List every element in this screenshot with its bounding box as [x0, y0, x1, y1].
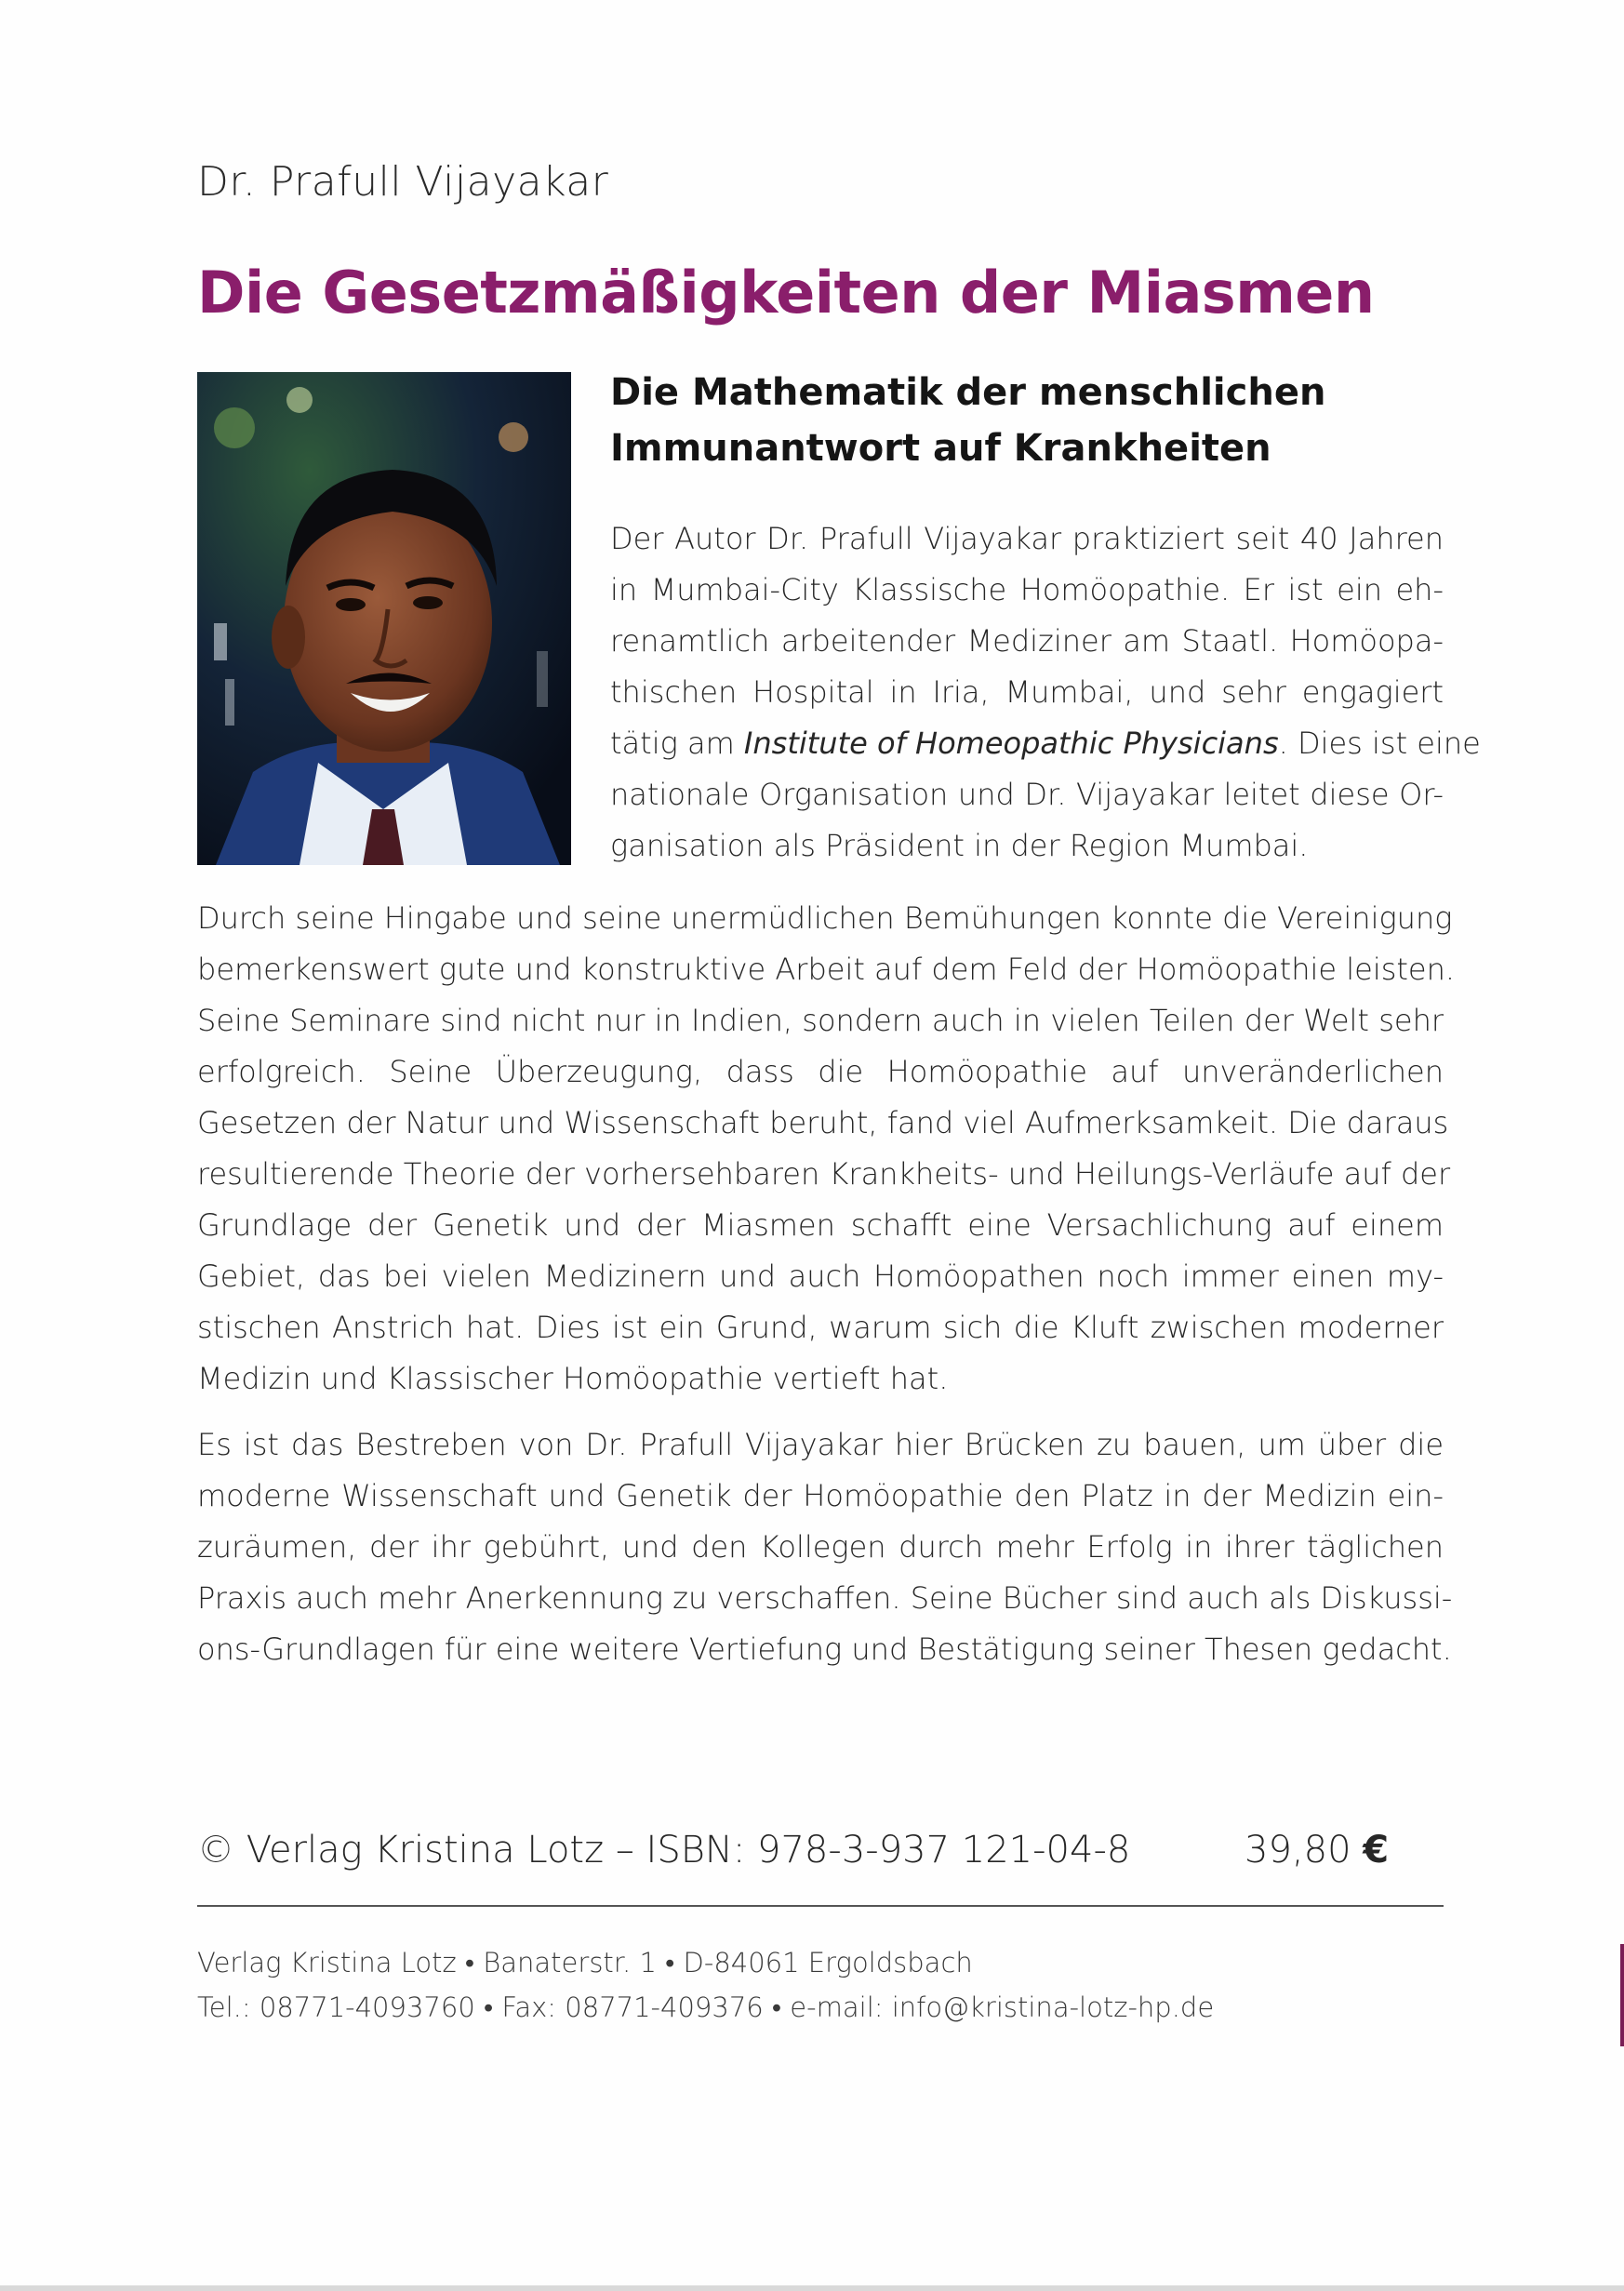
subtitle-line: Die Mathematik der menschlichen [610, 371, 1326, 414]
paragraph-contributions [197, 893, 1456, 1405]
paragraph-line: Gesetzen der Natur und Wissenschaft beruht, fand viel Aufmerksamkeit. Die daraus [197, 1105, 1449, 1140]
paragraph-line: Es ist das Bestreben von Dr. Prafull Vijayakar hier Brücken zu bauen, um über die [197, 1427, 1444, 1462]
author-name: Dr. Prafull Vijayakar [197, 158, 609, 206]
price [1245, 1829, 1389, 1871]
bio-line-text: . Dies ist eine [1278, 726, 1481, 761]
author-bio [610, 513, 1481, 872]
paragraph-line: zuräumen, der ihr gebührt, und den Kollegen durch mehr Erfolg in ihrer täglichen [197, 1529, 1444, 1565]
scan-edge-mark [1620, 1944, 1624, 2046]
book-subtitle [610, 365, 1447, 476]
paragraph-line: bemerkenswert gute und konstruktive Arbeit auf dem Feld der Homöopathie leisten. [197, 952, 1456, 987]
publisher-isbn: © Verlag Kristina Lotz – ISBN: 978-3-937 121-04-8 [197, 1829, 1131, 1871]
paragraph-line: stischen Anstrich hat. Dies ist ein Grund, warum sich die Kluft zwischen moderner [197, 1310, 1444, 1345]
paragraph-line: erfolgreich. Seine Überzeugung, dass die Homöopathie auf unveränderlichen [197, 1054, 1444, 1089]
scan-edge-bottom [0, 2285, 1624, 2291]
bio-line: nationale Organisation und Dr. Vijayakar leitet diese Or- [610, 777, 1444, 812]
bio-line: Der Autor Dr. Prafull Vijayakar praktiziert seit 40 Jahren [610, 521, 1444, 556]
paragraph-goals [197, 1419, 1453, 1675]
author-photo [197, 372, 571, 865]
paragraph-line: Grundlage der Genetik und der Miasmen schafft eine Versachlichung auf einem [197, 1207, 1444, 1243]
paragraph-line: Gebiet, das bei vielen Medizinern und auch Homöopathen noch immer einen my- [197, 1259, 1444, 1294]
paragraph-line: Medizin und Klassischer Homöopathie vertieft hat. [197, 1361, 949, 1396]
price-amount: 39,80 [1245, 1829, 1351, 1871]
euro-symbol: € [1363, 1829, 1390, 1871]
paragraph-line: resultierende Theorie der vorhersehbaren Krankheits- und Heilungs-Verläufe auf der [197, 1156, 1451, 1192]
paragraph-line: Seine Seminare sind nicht nur in Indien, sondern auch in vielen Teilen der Welt sehr [197, 1003, 1444, 1038]
address-line: Tel.: 08771-4093760 • Fax: 08771-409376 • e-mail: info@kristina-lotz-hp.de [197, 1991, 1215, 2023]
bio-line: thischen Hospital in Iria, Mumbai, und sehr engagiert [610, 674, 1444, 710]
paragraph-line: Praxis auch mehr Anerkennung zu verschaffen. Seine Bücher sind auch als Diskussi- [197, 1580, 1453, 1616]
book-title: Die Gesetzmäßigkeiten der Miasmen [197, 259, 1375, 326]
address-line: Verlag Kristina Lotz • Banaterstr. 1 • D-84061 Ergoldsbach [197, 1947, 973, 1978]
paragraph-line: ons-Grundlagen für eine weitere Vertiefung und Bestätigung seiner Thesen gedacht. [197, 1632, 1452, 1667]
paragraph-line: moderne Wissenschaft und Genetik der Homöopathie den Platz in der Medizin ein- [197, 1478, 1444, 1513]
divider [197, 1905, 1444, 1907]
bio-line [610, 718, 1481, 769]
bio-line-text: tätig am [610, 726, 744, 761]
bio-line: renamtlich arbeitender Mediziner am Staatl. Homöopa- [610, 623, 1444, 659]
subtitle-line: Immunantwort auf Krankheiten [610, 427, 1271, 470]
institute-name: Institute of Homeopathic Physicians [743, 726, 1279, 761]
paragraph-line: Durch seine Hingabe und seine unermüdlichen Bemühungen konnte die Vereinigung [197, 900, 1453, 936]
publisher-address [197, 1940, 1214, 2030]
bio-line: ganisation als Präsident in der Region Mumbai. [610, 828, 1309, 863]
bio-line: in Mumbai-City Klassische Homöopathie. Er ist ein eh- [610, 572, 1444, 607]
